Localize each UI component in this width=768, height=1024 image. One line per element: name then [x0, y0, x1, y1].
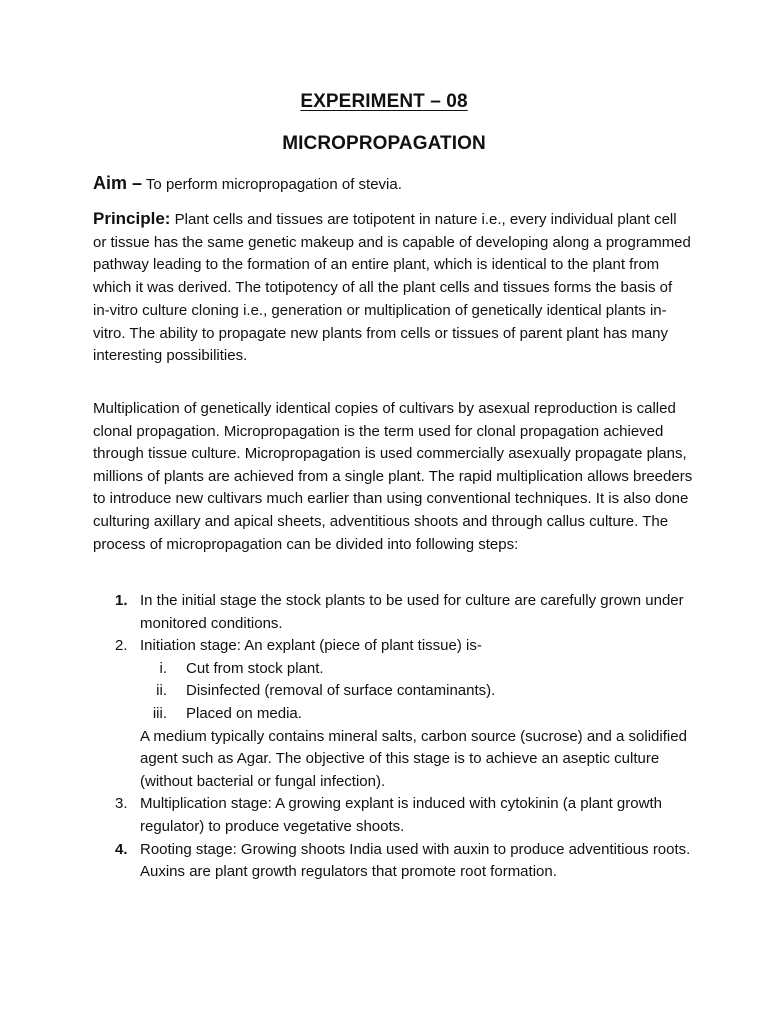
- principle-paragraph: [93, 208, 693, 368]
- substep-number: i.: [159, 659, 167, 677]
- step-text: In the initial stage the stock plants to be used for culture are carefully grown under monitored conditions.: [140, 592, 684, 632]
- topic-heading: MICROPROPAGATION: [282, 133, 486, 154]
- principle-label: Principle:: [93, 209, 171, 228]
- substep-item: [93, 680, 693, 703]
- substep-item: [93, 658, 693, 681]
- aim-label: Aim –: [93, 173, 143, 193]
- step-text: Multiplication stage: A growing explant is induced with cytokinin (a plant growth regulator) to produce vegetative shoots.: [140, 795, 662, 835]
- step-item: [93, 590, 693, 635]
- substep-number: iii.: [152, 704, 167, 722]
- principle-text: Plant cells and tissues are totipotent in nature i.e., every individual plant cell or tissue has the same genetic makeup and is capable of developing along a programmed pathway leading to the formation of an entire plant, which is identical to the plant from which it was derived. The totipotency of all the plant cells and tissues forms the basis of in-vitro culture cloning i.e., generation or multiplication of genetically identical plants in-vitro. The ability to propagate new plants from cells or tissues of parent plant has many interesting possibilities.: [93, 211, 691, 365]
- step-number: 2.: [115, 637, 128, 655]
- experiment-heading: EXPERIMENT – 08: [300, 91, 468, 112]
- step-text: Rooting stage: Growing shoots India used with auxin to produce adventitious roots. Auxins are plant growth regulators that promote root formation.: [140, 840, 691, 881]
- clonal-propagation-paragraph: Multiplication of genetically identical copies of cultivars by asexual reproduction is called clonal propagation. Micropropagation is the term used for clonal propagation achieved through tissue culture. Micropropagation is used commercially asexually propagate plans, millions of plants are achieved from a single plant. The rapid multiplication allows breeders to introduce new cultivars much earlier than using conventional techniques. It is also done culturing axillary and apical sheets, adventitious shoots and through callus culture. The process of micropropagation can be divided into following steps:: [93, 400, 693, 553]
- step-item: [93, 635, 693, 658]
- step-number: 4.: [115, 840, 128, 858]
- step-item: [93, 793, 693, 838]
- steps-list: [93, 590, 693, 884]
- aim-line: [93, 173, 402, 194]
- substep-text: Cut from stock plant.: [186, 659, 324, 677]
- substep-item: [93, 703, 693, 726]
- step-number: 3.: [115, 795, 128, 813]
- step-text: Initiation stage: An explant (piece of plant tissue) is-: [140, 637, 482, 655]
- step-number: 1.: [115, 592, 128, 609]
- step-item: [93, 839, 693, 884]
- medium-note: A medium typically contains mineral salts, carbon source (sucrose) and a solidified agent such as Agar. The objective of this stage is to achieve an aseptic culture (without bacterial or fungal infection).: [140, 727, 687, 790]
- aim-text: To perform micropropagation of stevia.: [142, 176, 402, 193]
- substep-text: Placed on media.: [186, 704, 302, 722]
- substep-number: ii.: [156, 682, 167, 700]
- substep-text: Disinfected (removal of surface contaminants).: [186, 682, 496, 700]
